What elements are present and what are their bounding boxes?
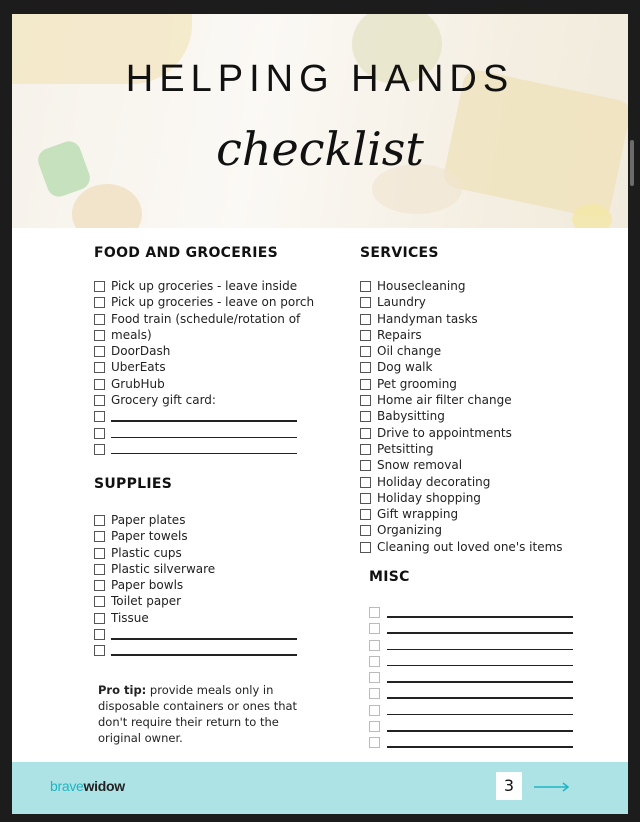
checklist-item[interactable]	[360, 392, 563, 408]
checkbox[interactable]	[94, 379, 105, 390]
checkbox[interactable]	[94, 613, 105, 624]
blank-item[interactable]	[94, 642, 215, 658]
blank-line[interactable]	[111, 638, 297, 640]
item-label: Dog walk	[377, 360, 433, 375]
blank-line[interactable]	[387, 649, 573, 651]
checkbox[interactable]	[369, 737, 380, 748]
item-label: Babysitting	[377, 409, 445, 424]
blank-line[interactable]	[387, 616, 573, 618]
checkbox[interactable]	[360, 460, 371, 471]
item-label: Drive to appointments	[377, 425, 512, 440]
item-label: Plastic silverware	[111, 561, 216, 576]
blank-item[interactable]	[369, 620, 386, 636]
checklist-item[interactable]	[94, 512, 215, 528]
brand-logo	[50, 778, 125, 794]
checklist-item[interactable]	[360, 441, 563, 457]
checkbox[interactable]	[94, 428, 105, 439]
checkbox[interactable]	[360, 542, 371, 553]
checkbox[interactable]	[369, 688, 380, 699]
item-label: Food train (schedule/rotation of	[111, 311, 301, 326]
item-label: Organizing	[377, 523, 442, 538]
blank-item[interactable]	[94, 425, 314, 441]
pro-tip	[98, 682, 308, 746]
checklist-item[interactable]	[94, 545, 215, 561]
item-label: Pick up groceries - leave inside	[111, 279, 298, 293]
checkbox[interactable]	[94, 564, 105, 575]
decor-shape	[72, 184, 142, 228]
section-heading-food: FOOD AND GROCERIES	[94, 245, 278, 261]
item-label: DoorDash	[111, 344, 171, 359]
checklist-item-continued	[94, 327, 314, 343]
checkbox[interactable]	[360, 346, 371, 357]
decor-shape	[572, 204, 612, 228]
checkbox[interactable]	[94, 596, 105, 607]
item-label: Toilet paper	[111, 594, 182, 609]
checklist-item[interactable]	[94, 577, 215, 593]
item-label: Holiday shopping	[377, 490, 481, 505]
checkbox[interactable]	[360, 525, 371, 536]
checkbox[interactable]	[369, 607, 380, 618]
checkbox[interactable]	[369, 623, 380, 634]
blank-item[interactable]	[369, 702, 386, 718]
page-title: HELPING HANDS	[125, 58, 515, 100]
checklist-item[interactable]	[94, 610, 215, 626]
checklist-item[interactable]	[94, 343, 314, 359]
item-label: Petsitting	[377, 441, 434, 456]
blank-line[interactable]	[111, 654, 297, 656]
arrow-right-icon[interactable]	[534, 782, 570, 792]
item-label: Housecleaning	[377, 279, 466, 293]
item-label: Paper bowls	[111, 578, 184, 593]
checkbox[interactable]	[360, 379, 371, 390]
checklist-item[interactable]	[94, 311, 314, 327]
checklist-item[interactable]	[360, 359, 563, 375]
checkbox[interactable]	[369, 656, 380, 667]
item-label: Home air filter change	[377, 393, 512, 408]
checkbox[interactable]	[94, 515, 105, 526]
blank-line[interactable]	[111, 420, 297, 422]
blank-line[interactable]	[111, 453, 297, 455]
checkbox[interactable]	[94, 629, 105, 640]
item-label: Gift wrapping	[377, 507, 459, 522]
blank-item[interactable]	[369, 685, 386, 701]
checklist-item[interactable]	[94, 294, 314, 310]
item-label: Plastic cups	[111, 545, 182, 560]
checkbox[interactable]	[369, 640, 380, 651]
blank-line[interactable]	[387, 746, 573, 748]
checkbox[interactable]	[94, 297, 105, 308]
checkbox[interactable]	[360, 314, 371, 325]
checkbox[interactable]	[360, 509, 371, 520]
page-footer	[12, 762, 628, 814]
services-list	[360, 278, 563, 555]
blank-item[interactable]	[369, 718, 386, 734]
checklist-item[interactable]	[360, 522, 563, 538]
checklist-item[interactable]	[94, 528, 215, 544]
blank-line[interactable]	[387, 632, 573, 634]
item-label: Cleaning out loved one's items	[377, 539, 563, 554]
checkbox[interactable]	[94, 548, 105, 559]
checkbox[interactable]	[94, 645, 105, 656]
checklist-item[interactable]	[360, 457, 563, 473]
checkbox[interactable]	[94, 314, 105, 325]
pro-tip-text: provide meals only in disposable containers or ones that don't require their return to the original owner.	[98, 683, 298, 745]
checkbox[interactable]	[360, 330, 371, 341]
checkbox[interactable]	[94, 395, 105, 406]
blank-line[interactable]	[387, 681, 573, 683]
checkbox[interactable]	[360, 297, 371, 308]
item-label: meals)	[111, 327, 152, 342]
item-label: Pick up groceries - leave on porch	[111, 295, 315, 310]
item-label: Paper plates	[111, 513, 186, 527]
checklist-item[interactable]	[360, 311, 563, 327]
item-label: Holiday decorating	[377, 474, 491, 489]
section-heading-services: SERVICES	[360, 245, 439, 261]
item-label: Snow removal	[377, 458, 463, 473]
blank-item[interactable]	[369, 604, 386, 620]
blank-item[interactable]	[369, 653, 386, 669]
item-label: GrubHub	[111, 376, 165, 391]
checkbox[interactable]	[360, 411, 371, 422]
blank-line[interactable]	[387, 730, 573, 732]
checklist-item[interactable]	[94, 376, 314, 392]
checklist-item[interactable]	[360, 490, 563, 506]
checkbox[interactable]	[94, 330, 105, 341]
item-label: UberEats	[111, 360, 166, 375]
checkbox[interactable]	[94, 362, 105, 373]
item-label: Pet grooming	[377, 376, 457, 391]
page-subtitle: checklist	[216, 122, 424, 176]
checklist-item[interactable]	[360, 278, 563, 294]
checkbox[interactable]	[369, 721, 380, 732]
blank-line[interactable]	[387, 697, 573, 699]
checklist-item[interactable]	[360, 425, 563, 441]
checkbox[interactable]	[369, 672, 380, 683]
checklist-item[interactable]	[94, 593, 215, 609]
section-heading-misc: MISC	[369, 569, 410, 585]
checkbox[interactable]	[360, 444, 371, 455]
checklist-item[interactable]	[94, 561, 215, 577]
page-number: 3	[496, 772, 522, 800]
checklist-item[interactable]	[360, 376, 563, 392]
brand-part: widow	[83, 778, 125, 794]
blank-item[interactable]	[369, 669, 386, 685]
checkbox[interactable]	[94, 411, 105, 422]
blank-item[interactable]	[369, 734, 386, 750]
checkbox[interactable]	[94, 281, 105, 292]
checklist-item[interactable]	[360, 294, 563, 310]
blank-item[interactable]	[94, 626, 215, 642]
misc-list	[369, 604, 386, 751]
supplies-list	[94, 512, 215, 659]
blank-line[interactable]	[387, 665, 573, 667]
checkbox[interactable]	[94, 580, 105, 591]
checklist-item[interactable]	[94, 278, 314, 294]
scrollbar-thumb[interactable]	[630, 140, 634, 186]
blank-line[interactable]	[111, 437, 297, 439]
checkbox[interactable]	[94, 444, 105, 455]
item-label: Oil change	[377, 344, 442, 359]
checklist-item[interactable]	[94, 392, 314, 408]
checkbox[interactable]	[369, 705, 380, 716]
document-page	[12, 14, 628, 814]
checkbox[interactable]	[360, 477, 371, 488]
checklist-item[interactable]	[360, 506, 563, 522]
scrollbar[interactable]	[630, 20, 634, 810]
item-label: Handyman tasks	[377, 311, 478, 326]
checklist-item[interactable]	[360, 474, 563, 490]
blank-item[interactable]	[369, 637, 386, 653]
section-heading-supplies: SUPPLIES	[94, 476, 173, 492]
checklist-item[interactable]	[360, 343, 563, 359]
blank-item[interactable]	[94, 408, 314, 424]
item-label: Tissue	[111, 610, 149, 625]
pro-tip-label: Pro tip:	[98, 683, 147, 697]
item-label: Laundry	[377, 295, 426, 310]
checkbox[interactable]	[360, 493, 371, 504]
hero-banner	[12, 14, 628, 228]
item-label: Grocery gift card:	[111, 393, 216, 408]
checkbox[interactable]	[360, 428, 371, 439]
item-label: Paper towels	[111, 529, 188, 544]
item-label: Repairs	[377, 327, 422, 342]
checkbox[interactable]	[94, 346, 105, 357]
checklist-item[interactable]	[360, 539, 563, 555]
checkbox[interactable]	[360, 362, 371, 373]
brand-part: brave	[50, 778, 84, 794]
checkbox[interactable]	[360, 281, 371, 292]
food-list	[94, 278, 314, 457]
checkbox[interactable]	[360, 395, 371, 406]
blank-line[interactable]	[387, 714, 573, 716]
checkbox[interactable]	[94, 531, 105, 542]
blank-item[interactable]	[94, 441, 314, 457]
checklist-item[interactable]	[94, 359, 314, 375]
checklist-item[interactable]	[360, 408, 563, 424]
checklist-item[interactable]	[360, 327, 563, 343]
